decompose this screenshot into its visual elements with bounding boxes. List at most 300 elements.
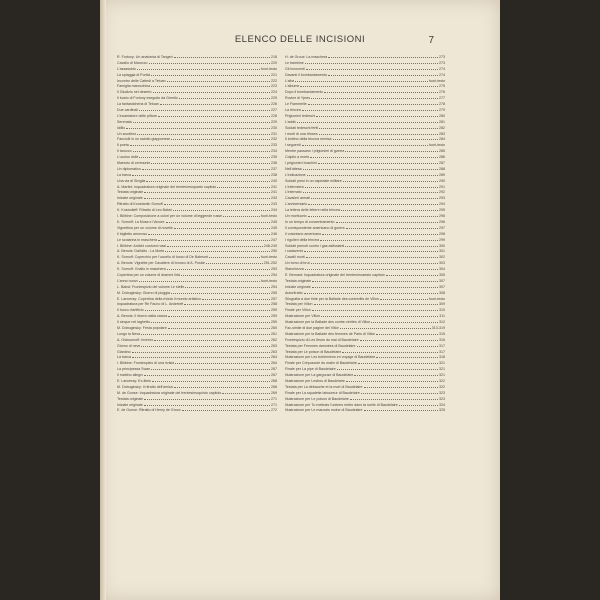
entry-page-number: fuori-testo [261,255,277,260]
dot-leader [144,372,270,376]
dot-leader [151,160,270,164]
entry-title: L'indicazione [285,172,306,177]
dot-leader [328,72,438,76]
dot-leader [311,195,438,199]
dot-leader [209,254,260,258]
entry-page-number: 296 [439,219,445,224]
entry-title: Illustrazione per Le poison di Baudelaire [285,396,349,401]
entry-page-number: 254 [271,272,277,277]
entry-title: M. Dobuginsky: Festa popolare [117,325,167,330]
entry-page-number: 293 [439,196,445,201]
dot-leader [364,384,438,388]
dot-leader [376,354,438,358]
entry-page-number: 303 [439,261,445,266]
entry-page-number: 244 [271,208,277,213]
dot-leader [360,337,438,341]
entry-page-number: 243 [271,202,277,207]
entry-page-number: 273 [439,60,445,65]
entry-page-number: 263 [271,343,277,348]
dot-leader [139,278,260,282]
dot-leader [354,372,438,376]
dot-leader [322,231,438,235]
entry-page-number: 237 [271,166,277,171]
dot-leader [158,113,270,117]
entry-title: Il tarocco [117,149,132,154]
dot-leader [297,119,438,123]
entry-page-number: 302 [439,255,445,260]
dot-leader [151,72,270,76]
page-spine-shadow [100,0,106,600]
dot-leader [316,113,438,117]
entry-page-number: 315 [439,331,445,336]
dot-leader [132,354,270,358]
entry-page-number: 310 [439,308,445,313]
entry-page-number: 295 [439,208,445,213]
entry-page-number: 318 [439,355,445,360]
entry-page-number: 322 [439,378,445,383]
entry-page-number: 245 [271,219,277,224]
entry-page-number: 259 [271,308,277,313]
entry-page-number: 313-319 [431,325,445,330]
dot-leader [305,184,438,188]
entry-page-number: 268 [271,384,277,389]
dot-leader [144,195,270,199]
dot-leader [343,178,438,182]
dot-leader [151,366,270,370]
entry-page-number: 312 [439,320,445,325]
entry-title: Cavalli morti [285,255,305,260]
entry-title: Illustrazione per Villon [285,314,321,319]
dot-leader [304,248,438,252]
entry-title: Illustrazione per Le mauvais moine di Baudelaire [285,408,363,413]
dot-leader [399,402,438,406]
entry-page-number: 245 [271,225,277,230]
entry-title: Un diplomatico [117,166,141,171]
entry-title: L'albume [285,84,300,89]
dot-leader [222,390,270,394]
entry-title: Cavallo di Marocco [117,60,148,65]
entry-page-number: 307 [439,278,445,283]
dot-leader [130,142,270,146]
entry-title: Illustrazione per la Ballade des contre-vérités di Villon [285,320,371,325]
entry-page-number: 241 [271,184,277,189]
entry-page-number: 260 [271,325,277,330]
dot-leader [304,290,438,294]
entry-page-number: 299 [439,237,445,242]
entry-page-number: 316 [439,337,445,342]
dot-leader [306,254,438,258]
dot-leader [145,307,270,311]
entry-page-number: 283 [439,131,445,136]
dot-leader [166,219,270,223]
entry-title: Testata per Villon [285,302,313,307]
dot-leader [358,360,438,364]
entry-page-number: 323 [439,390,445,395]
entry-page-number: 274 [439,66,445,71]
entry-title: Il poeta [117,143,129,148]
entry-page-number: 232 [271,137,277,142]
dot-leader [144,402,270,406]
entry-page-number: 262 [271,337,277,342]
dot-leader [141,343,270,347]
entry-page-number: 284 [439,137,445,142]
dot-leader [306,66,438,70]
entry-title: Il mattino allegro [117,373,144,378]
entry-title: A. Ostroumoff: Inverno [117,337,154,342]
dot-leader [305,60,438,64]
dot-leader [171,290,270,294]
entry-page-number: 267 [271,367,277,372]
entry-title: A. Benois: Il ritorno dalla caccia [117,314,168,319]
entry-title: K. Kustodieff: Ritratto di Leo Bakst [117,208,172,213]
entry-page-number: 228 [271,113,277,118]
dot-leader [174,225,270,229]
page-header [100,34,500,48]
dot-leader [133,148,270,152]
entry-page-number: 233 [271,143,277,148]
dot-leader [380,296,428,300]
right-index-column [285,54,445,413]
entry-page-number: 229 [271,119,277,124]
dot-leader [303,166,438,170]
dot-leader [341,207,438,211]
entry-page-number: 222 [271,78,277,83]
entry-title: In un tempo di concentramento [285,219,335,224]
dot-leader [126,125,270,129]
dot-leader [168,325,270,329]
entry-page-number: 267 [271,373,277,378]
entry-page-number: fuori-testo [429,78,445,83]
entry-title: Un morituorio [285,214,307,219]
entry-title: L'alba [285,78,295,83]
entry-title: La spiaggia di Portici [117,72,151,77]
dot-leader [311,260,438,264]
dot-leader [168,313,270,317]
entry-title: La trincea [285,108,301,113]
entry-page-number: 257 [271,296,277,301]
dot-leader [300,83,438,87]
entry-title: Testata per Le poison di Baudelaire [285,349,342,354]
entry-title: Testata per La débauche et la mort di Baudelaire [285,384,363,389]
entry-title: Testata originale [117,190,144,195]
entry-page-number: fuori-testo [261,278,277,283]
entry-page-number: 226 [271,102,277,107]
entry-page-number: 273 [439,55,445,59]
dot-leader [310,154,438,158]
dot-leader [308,213,438,217]
dot-leader [206,260,262,264]
dot-leader [376,331,438,335]
dot-leader [179,95,270,99]
dot-leader [165,248,270,252]
entry-page-number: 241 [271,190,277,195]
dot-leader [312,284,438,288]
dot-leader [146,178,270,182]
entry-title: Cavalieri armati [285,196,310,201]
dot-leader [202,296,270,300]
entry-title: Due cardinali [117,108,138,113]
dot-leader [137,131,270,135]
entry-page-number: 261 [271,331,277,336]
entry-title: Testata originale [117,396,144,401]
entry-title: K. Somoff: La Musa e l'Amore [117,219,165,224]
entry-title: Iniziale originale [117,402,143,407]
dot-leader [142,166,270,170]
entry-title: Mentre passano i prigionieri di guerra [285,149,345,154]
entry-title: I seguenti [285,143,301,148]
entry-title: La fantasticheria di Tetuan [117,102,159,107]
entry-title: Stanchezza [285,267,304,272]
entry-page-number: 234 [271,149,277,154]
entry-title: M. Dobuginsky: Il ritratto dell'amica [117,384,173,389]
dot-leader [308,101,438,105]
entry-page-number: 298 [439,231,445,236]
entry-title: Un tomo di brut [285,261,310,266]
dot-leader [181,272,270,276]
entry-page-number: 220 [271,60,277,65]
dot-leader [182,407,270,411]
entry-title: L'anniversario [285,202,308,207]
dot-leader [328,54,438,58]
entry-page-number: 254 [271,284,277,289]
dot-leader [151,319,270,323]
entry-page-number: 231 [271,131,277,136]
entry-title: Soldati tedeschi feriti [285,125,319,130]
entry-title: L'assassinio [117,66,137,71]
entry-page-number: 264 [271,355,277,360]
entry-title: Maestro di cerimonie [117,161,151,166]
entry-title: Famiglia marocchina [117,84,151,89]
entry-title: La barca [117,355,131,360]
entry-page-number: 317 [439,349,445,354]
dot-leader [364,407,438,411]
entry-page-number: 221 [271,72,277,77]
entry-title: Illustrazione per Lesbos di Baudelaire [285,378,345,383]
entry-title: Il fuoco d'artificio [117,308,144,313]
dot-leader [167,266,270,270]
entry-title: Dopo il bombardamento [285,90,324,95]
entry-page-number: 322 [439,384,445,389]
index-entry [117,407,277,413]
entry-page-number: 321 [439,373,445,378]
entry-page-number: 317 [439,343,445,348]
entry-title: Giardino [117,349,131,354]
dot-leader [158,237,270,241]
entry-page-number: 259 [271,314,277,319]
entry-page-number: fuori-testo [261,66,277,71]
dot-leader [149,60,270,64]
dot-leader [160,101,270,105]
dot-leader [386,272,438,276]
entry-page-number: 246 [271,231,277,236]
entry-title: Il corrispondente americano di guerra [285,225,345,230]
entry-title: M. de Gonse: Inquadratura originale del trentesimoquinto capitolo [117,390,222,395]
entry-title: I. Bilibine: Composizione a colori per un volume di leggende russe [117,214,223,219]
entry-page-number: 280 [439,113,445,118]
entry-title: I morti di una trincea [285,131,318,136]
entry-title: Rovine di Ypres [285,96,311,101]
dot-leader [148,231,270,235]
entry-title: Giorno di neve [117,343,141,348]
entry-page-number: 276 [439,90,445,95]
entry-title: Il biglietto amoroso [117,231,148,236]
dot-leader [167,78,270,82]
entry-page-number: 301 [439,249,445,254]
entry-title: Finale per Crépuscule du matin di Baudelaire [285,361,357,366]
dot-leader [303,189,438,193]
entry-title: Colpito a morte [285,155,310,160]
entry-title: Gli innocenti [285,66,305,71]
entry-page-number: 281 [439,119,445,124]
dot-leader [139,107,270,111]
dot-leader [144,189,270,193]
entry-title: Lungo la Neva [117,331,141,336]
entry-title: E. Lanceray: Ex-libris [117,378,151,383]
entry-page-number: 282 [439,125,445,130]
entry-title: Il Giudizio nel deserto [117,90,152,95]
entry-title: Le bambine [285,60,304,65]
entry-title: Autoritratto [285,290,303,295]
entry-page-number: fuori-testo [429,296,445,301]
dot-leader [153,89,270,93]
book-page [100,0,500,600]
entry-title: Illustrazione per Tu mettrais l'univers entier dans ta ruelle di Baudelaire [285,402,398,407]
dot-leader [337,366,438,370]
entry-title: L'anno nuovo [117,278,139,283]
dot-leader [346,378,438,382]
entry-page-number: 305 [439,272,445,277]
dot-leader [164,201,270,205]
entry-title: L'incantatore delle pitture [117,113,158,118]
dot-leader [357,343,438,347]
entry-title: Iniziale originale [117,196,143,201]
entry-page-number: 247 [271,237,277,242]
dot-leader [302,107,438,111]
entry-title: Copertina per un volume di drammi lirici [117,272,181,277]
entry-page-number: 255 [271,290,277,295]
entry-page-number: 309 [439,302,445,307]
entry-title: La principessa Swan [117,367,151,372]
dot-leader [151,83,270,87]
dot-leader [141,331,270,335]
dot-leader [324,89,438,93]
entry-page-number: 230 [271,125,277,130]
entry-title: Iniziale originale [285,284,311,289]
entry-title: Finale per Villon [285,308,311,313]
entry-page-number: 288 [439,166,445,171]
dot-leader [350,396,438,400]
entry-title: Finale per La squalette laboureur di Baudelaire [285,390,360,395]
dot-leader [312,278,438,282]
dot-leader [371,319,438,323]
page-number: 7 [428,35,434,46]
entry-page-number: 225 [271,96,277,101]
entry-page-number: 300 [439,243,445,248]
entry-title: Il cinque nel laghetto [117,320,150,325]
dot-leader [361,390,438,394]
entry-page-number: 274 [439,72,445,77]
entry-title: Testata originale [285,278,312,283]
entry-title: Davanti il bombardamento [285,72,327,77]
entry-title: Illustrazione per la Ballade des femmes de Paris di Villon [285,331,376,336]
entry-title: Il busto di Fortuny eseguito da Gemito [117,96,178,101]
entry-page-number: 308 [439,290,445,295]
entry-page-number: 258 [271,302,277,307]
dot-leader [171,136,270,140]
entry-page-number: 240 [271,178,277,183]
dot-leader [174,54,270,58]
entry-page-number: 321 [439,361,445,366]
entry-title: I prigionieri boschini [285,161,317,166]
entry-title: La lettera delle lettere nella trincea [285,208,340,213]
entry-title: H. de Groux: La maschera [285,55,328,59]
dot-leader [307,172,438,176]
entry-title: I. Bilibine: Antichi costumi russi [117,243,167,248]
entry-page-number: 250 [271,249,277,254]
entry-title: Inquadratura per Re Fauno di L. Andreieff [117,302,184,307]
entry-title: Il bottino della trincea nemica [285,137,332,142]
entry-page-number: 287 [439,161,445,166]
entry-page-number: 238 [271,172,277,177]
entry-page-number: 323 [439,396,445,401]
entry-page-number: 268 [271,378,277,383]
entry-page-number: 286 [439,155,445,160]
entry-title: Frontespizio di Les fleurs du mal di Baudelaire [285,337,359,342]
entry-page-number: 236 [271,161,277,166]
entry-title: K. Somoff: Il ballo in maschera [117,267,166,272]
left-index-column [117,54,277,413]
dot-leader [318,160,438,164]
entry-page-number: 321 [439,367,445,372]
entry-page-number: 223 [271,84,277,89]
entry-page-number: 294 [439,202,445,207]
dot-leader [314,301,438,305]
entry-page-number: 235 [271,155,277,160]
entry-title: Incontro delle Cattedi a Tetuan [117,78,166,83]
dot-leader [144,396,270,400]
entry-title: Soldati prenoti contro i gas asfissianti [285,243,345,248]
dot-leader [133,119,270,123]
dot-leader [345,243,438,247]
entry-title: Vignettina per un volume di novelle [117,225,173,230]
entry-page-number: 272 [271,408,277,413]
entry-page-number: 248-249 [263,243,277,248]
dot-leader [139,154,270,158]
dot-leader [345,148,438,152]
entry-title: I. Bilibine: Frontespizio di una rivista [117,361,175,366]
entry-page-number: 307 [439,284,445,289]
entry-title: Il volontario americano [285,231,322,236]
entry-page-number: 290 [439,178,445,183]
dot-leader [185,284,270,288]
dot-leader [319,131,438,135]
entry-page-number: 297 [439,225,445,230]
entry-title: A. Benois: Dall'alto - La Morte [117,249,165,254]
entry-title: Fanciulli in un salotto giapponese [117,137,171,142]
entry-page-number: 279 [439,108,445,113]
dot-leader [319,125,438,129]
dot-leader [311,95,438,99]
entry-title: E. Lanceray: Copertina della rivista Il mondo artistico [117,296,201,301]
entry-title: Un scudiero [117,131,137,136]
dot-leader [223,213,260,217]
dot-leader [295,78,428,82]
entry-page-number: 224 [271,90,277,95]
entry-page-number: 296 [439,214,445,219]
dot-leader [346,225,438,229]
entry-title: Soldati presi in un ospedale militare [285,178,342,183]
entry-title: M. Dobuginsky: Giorno di pioggia [117,290,170,295]
